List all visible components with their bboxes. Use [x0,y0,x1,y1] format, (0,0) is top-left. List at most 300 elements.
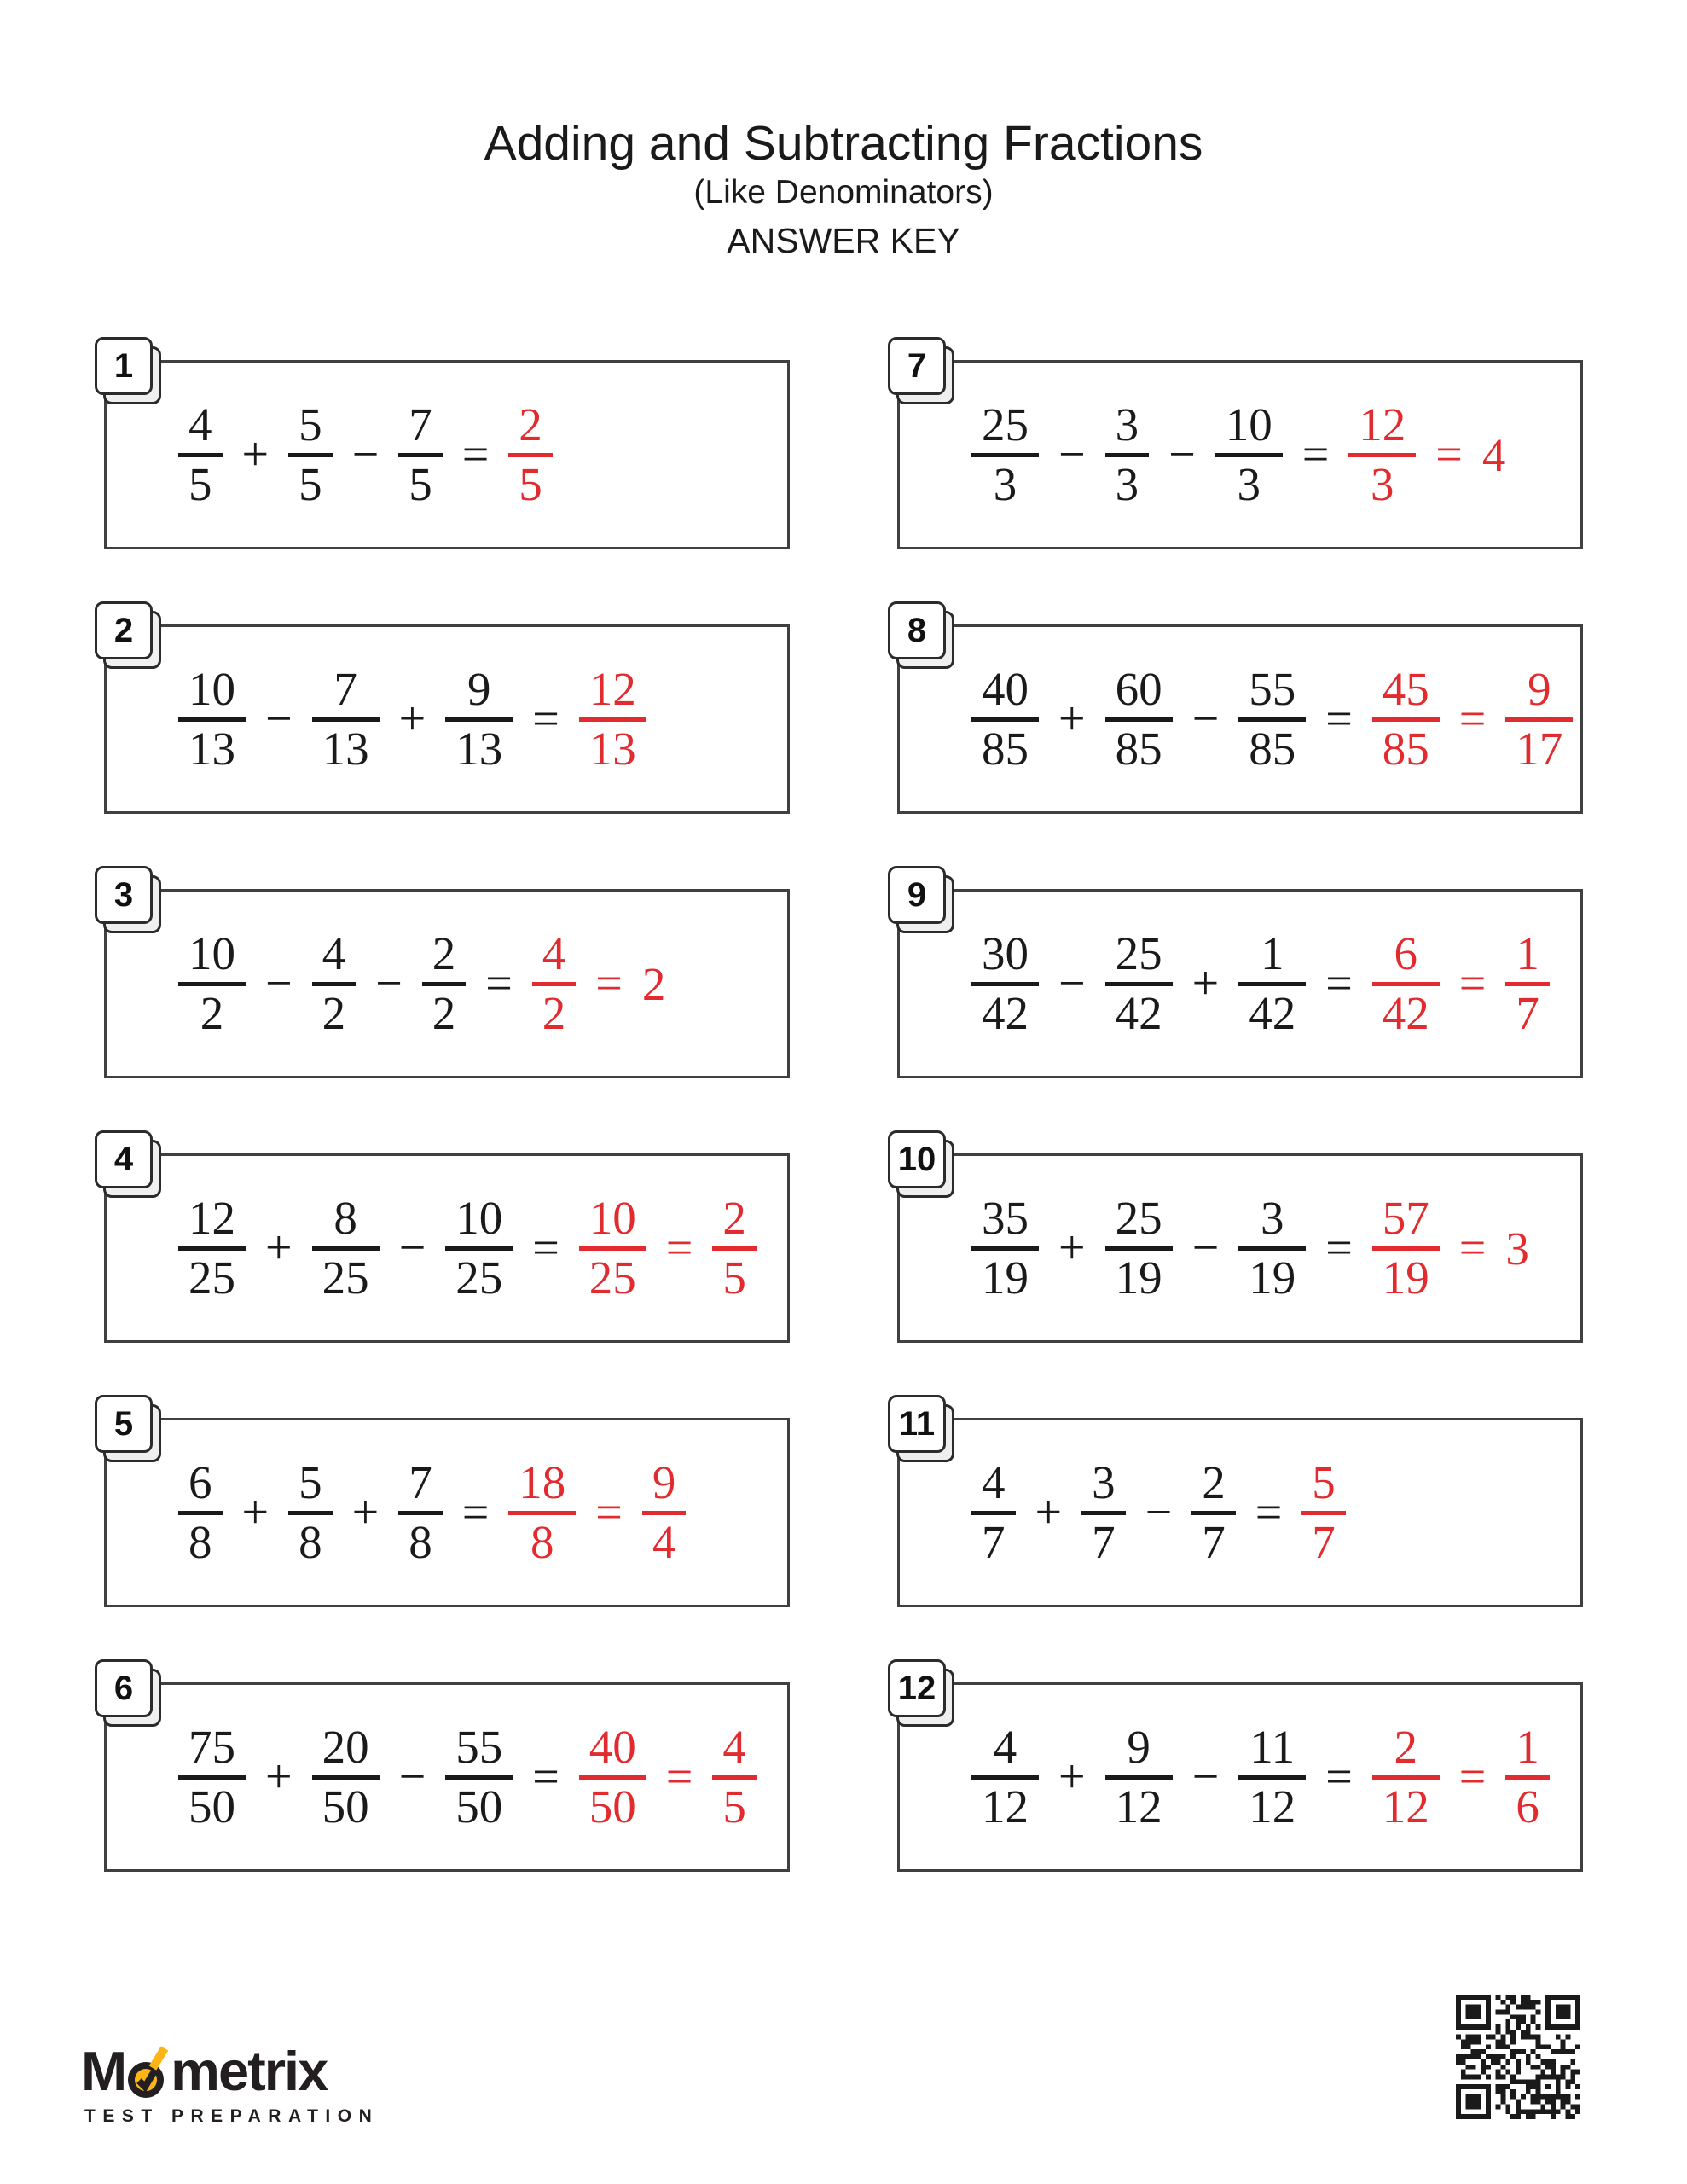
fraction-numerator: 60 [1115,663,1162,716]
fraction [1105,398,1150,510]
fraction [971,1192,1039,1304]
problem-card [897,1153,1583,1343]
tag-front-card [888,601,946,659]
fraction-bar [712,1775,757,1780]
fraction-denominator: 17 [1516,722,1563,775]
fraction-bar [1105,717,1173,722]
equation [178,627,646,811]
problem-box [897,1669,1583,1872]
answer-fraction [1505,1721,1550,1833]
fraction-numerator: 35 [982,1192,1029,1245]
fraction [1238,1192,1306,1304]
tag-front-card [95,1130,153,1188]
fraction [971,1456,1016,1568]
fraction-denominator: 13 [455,722,503,775]
equals-sign: = [1325,1222,1353,1275]
fraction-numerator: 12 [588,663,636,716]
operator-plus: + [1058,1751,1086,1804]
operator-minus: − [1058,428,1086,481]
fraction-denominator: 50 [322,1780,369,1833]
fraction [1105,927,1173,1039]
problem-card [897,1418,1583,1607]
fraction-bar [422,982,467,986]
problem-number: 1 [113,346,134,385]
operator-plus: + [1058,693,1086,746]
equation [971,1420,1346,1605]
equals-sign: = [595,1486,623,1539]
fraction-numerator: 1 [1516,927,1539,980]
answer-key-label: ANSWER KEY [727,220,960,260]
fraction-bar [178,1246,246,1251]
fraction-bar [178,1511,223,1515]
whole-number-result: 4 [1481,428,1506,481]
equals-sign: = [1325,1751,1353,1804]
fraction-numerator: 9 [467,663,491,716]
fraction-numerator: 25 [1115,1192,1162,1245]
equation [178,892,665,1076]
operator-plus: + [265,1751,293,1804]
fraction-bar [445,1775,513,1780]
tag-front-card [888,866,946,924]
fraction-bar [1238,717,1306,722]
fraction-denominator: 13 [322,722,369,775]
problem-number-tag [888,337,954,405]
fraction-numerator: 2 [1394,1721,1418,1774]
fraction-bar [971,982,1039,986]
tag-front-card [888,337,946,395]
fraction-bar [178,982,246,986]
fraction-denominator: 2 [432,986,456,1039]
operator-plus: + [1035,1486,1063,1539]
fraction-denominator: 5 [722,1251,746,1304]
fraction-bar [1238,1775,1306,1780]
operator-minus: − [265,693,293,746]
answer-fraction [508,398,553,510]
problem-box [104,1404,790,1607]
problem-card [897,624,1583,814]
answer-fraction [1505,927,1550,1039]
tag-front-card [888,1130,946,1188]
problem-number-tag [95,601,161,670]
fraction-denominator: 50 [188,1780,235,1833]
fraction-numerator: 7 [333,663,357,716]
fraction-denominator: 19 [982,1251,1029,1304]
worksheet-header [0,115,1687,264]
equals-sign: = [665,1222,693,1275]
fraction-numerator: 4 [722,1721,746,1774]
problem-number: 9 [907,875,927,914]
tag-front-card [95,866,153,924]
problem-number: 7 [907,346,927,385]
fraction-numerator: 10 [1225,398,1272,451]
equation [178,1685,757,1869]
fraction-bar [288,453,333,457]
fraction-numerator: 4 [993,1721,1017,1774]
fraction [1105,1721,1173,1833]
fraction-numerator: 10 [188,663,235,716]
problem-card [104,1153,790,1343]
equals-sign: = [532,1751,559,1804]
fraction-bar [1191,1511,1236,1515]
fraction [312,1192,380,1304]
fraction-numerator: 5 [299,398,322,451]
fraction [971,398,1039,510]
fraction-denominator: 19 [1249,1251,1296,1304]
answer-fraction [1372,1192,1440,1304]
fraction [445,1721,513,1833]
fraction [398,398,443,510]
logo-check-circle-icon [127,2046,170,2100]
fraction-bar [508,453,553,457]
fraction-numerator: 4 [542,927,566,980]
tag-front-card [95,337,153,395]
operator-minus: − [351,428,380,481]
answer-fraction [1372,927,1440,1039]
problem-number: 3 [113,875,134,914]
fraction-denominator: 7 [1092,1515,1116,1568]
logo-text-metrix: metrix [171,2040,328,2102]
fraction-bar [971,453,1039,457]
fraction [178,927,246,1039]
logo-text-m: M [81,2040,126,2102]
fraction-bar [1348,453,1416,457]
problem-number: 6 [113,1669,134,1707]
fraction-denominator: 7 [982,1515,1006,1568]
equals-sign: = [1458,693,1487,746]
fraction-denominator: 8 [409,1515,432,1568]
fraction-denominator: 85 [1115,722,1162,775]
fraction-bar [312,1246,380,1251]
tag-front-card [888,1659,946,1717]
operator-minus: − [1145,1486,1173,1539]
fraction-denominator: 85 [1249,722,1296,775]
fraction [1238,927,1306,1039]
fraction-bar [1215,453,1283,457]
fraction [1105,1192,1173,1304]
problem-card [897,889,1583,1078]
answer-fraction [1505,663,1573,775]
fraction-denominator: 3 [1115,457,1139,510]
fraction-numerator: 4 [982,1456,1006,1509]
equals-sign: = [1325,957,1353,1010]
fraction-numerator: 3 [1260,1192,1284,1245]
fraction-bar [1081,1511,1126,1515]
equals-sign: = [1458,957,1487,1010]
problem-card [897,1682,1583,1872]
fraction-bar [398,1511,443,1515]
problem-number-tag [95,1659,161,1728]
problem-box [897,346,1583,549]
fraction-numerator: 30 [982,927,1029,980]
tag-front-card [95,1395,153,1453]
equals-sign: = [1301,428,1330,481]
fraction [178,1456,223,1568]
fraction [445,663,513,775]
fraction-denominator: 50 [588,1780,636,1833]
equals-sign: = [665,1751,693,1804]
fraction-numerator: 6 [188,1456,212,1509]
fraction-denominator: 12 [982,1780,1029,1833]
fraction-bar [1505,717,1573,722]
fraction-numerator: 10 [588,1192,636,1245]
fraction-numerator: 10 [455,1192,503,1245]
fraction-numerator: 9 [1127,1721,1151,1774]
fraction-bar [971,1511,1016,1515]
problem-number-tag [95,866,161,934]
problem-number-tag [888,866,954,934]
problem-number: 12 [897,1669,936,1707]
fraction-numerator: 2 [1202,1456,1226,1509]
operator-plus: + [241,1486,270,1539]
problem-number: 8 [907,611,927,649]
fraction-denominator: 5 [299,457,322,510]
fraction-bar [971,1246,1039,1251]
fraction [971,663,1039,775]
operator-minus: − [375,957,403,1010]
problem-card [104,1418,790,1607]
fraction-denominator: 7 [1516,986,1539,1039]
page-subtitle: (Like Denominators) [693,174,994,212]
fraction-bar [508,1511,576,1515]
fraction [178,1721,246,1833]
fraction-denominator: 3 [993,457,1017,510]
problem-card [897,360,1583,549]
fraction-numerator: 12 [1359,398,1406,451]
fraction-numerator: 40 [982,663,1029,716]
answer-fraction [579,1721,646,1833]
operator-minus: − [1191,693,1220,746]
answer-fraction [712,1721,757,1833]
fraction-bar [312,982,357,986]
fraction-numerator: 7 [409,1456,432,1509]
fraction-numerator: 7 [409,398,432,451]
equals-sign: = [485,957,513,1010]
fraction-bar [1105,1775,1173,1780]
fraction-numerator: 5 [299,1456,322,1509]
problem-box [104,1669,790,1872]
fraction-denominator: 12 [1382,1780,1429,1833]
answer-fraction [1372,1721,1440,1833]
fraction [1081,1456,1126,1568]
fraction-bar [1372,1246,1440,1251]
equals-sign: = [595,957,623,1010]
fraction-bar [579,717,646,722]
mometrix-logo [81,2040,380,2127]
operator-minus: − [398,1751,426,1804]
fraction-denominator: 13 [188,722,235,775]
fraction [178,663,246,775]
operator-plus: + [241,428,270,481]
fraction-denominator: 12 [1249,1780,1296,1833]
answer-fraction [1301,1456,1346,1568]
answer-fraction [532,927,577,1039]
answer-fraction [1372,663,1440,775]
equals-sign: = [461,428,490,481]
fraction-numerator: 5 [1312,1456,1336,1509]
fraction-denominator: 42 [1115,986,1162,1039]
fraction-denominator: 3 [1237,457,1261,510]
fraction-numerator: 2 [519,398,542,451]
tag-front-card [95,1659,153,1717]
fraction-numerator: 3 [1092,1456,1116,1509]
fraction-denominator: 5 [722,1780,746,1833]
fraction-bar [178,453,223,457]
problem-box [897,875,1583,1078]
answer-fraction [642,1456,687,1568]
equation [971,1685,1550,1869]
fraction-numerator: 55 [1249,663,1296,716]
fraction-denominator: 3 [1371,457,1394,510]
fraction-numerator: 40 [588,1721,636,1774]
fraction-numerator: 18 [519,1456,566,1509]
operator-plus: + [1191,957,1220,1010]
fraction-numerator: 2 [432,927,456,980]
problem-box [104,346,790,549]
problem-card [104,889,790,1078]
fraction [312,927,357,1039]
fraction-bar [971,717,1039,722]
fraction-numerator: 55 [455,1721,503,1774]
fraction-denominator: 25 [188,1251,235,1304]
tag-front-card [888,1395,946,1453]
operator-plus: + [351,1486,380,1539]
equation [971,363,1505,547]
answer-fraction [712,1192,757,1304]
fraction [312,663,380,775]
problem-number-tag [95,1130,161,1199]
qr-code [1456,1995,1580,2119]
fraction-numerator: 6 [1394,927,1418,980]
fraction-denominator: 85 [982,722,1029,775]
page-title: Adding and Subtracting Fractions [484,116,1203,171]
fraction-numerator: 11 [1249,1721,1296,1774]
fraction-denominator: 25 [322,1251,369,1304]
fraction-bar [642,1511,687,1515]
equals-sign: = [1458,1222,1487,1275]
fraction-denominator: 4 [652,1515,676,1568]
problem-number-tag [95,1395,161,1463]
fraction-numerator: 4 [322,927,346,980]
answer-fraction [579,663,646,775]
fraction-denominator: 6 [1516,1780,1539,1833]
problem-number-tag [888,1659,954,1728]
fraction-denominator: 50 [455,1780,503,1833]
fraction-bar [1105,1246,1173,1251]
fraction-bar [1105,453,1150,457]
problem-box [897,611,1583,814]
operator-minus: − [398,1222,426,1275]
fraction-bar [178,717,246,722]
equation [178,1156,757,1340]
equation [971,1156,1529,1340]
fraction-denominator: 42 [982,986,1029,1039]
operator-minus: − [1058,957,1086,1010]
problem-box [897,1140,1583,1343]
fraction-bar [1372,717,1440,722]
fraction-bar [312,717,380,722]
fraction-denominator: 25 [588,1251,636,1304]
fraction-numerator: 1 [1516,1721,1539,1774]
fraction-bar [1505,982,1550,986]
fraction-denominator: 5 [188,457,212,510]
fraction-denominator: 19 [1382,1251,1429,1304]
problem-box [897,1404,1583,1607]
fraction-numerator: 45 [1382,663,1429,716]
problem-number-tag [888,1395,954,1463]
fraction-numerator: 20 [322,1721,369,1774]
fraction-bar [532,982,577,986]
fraction-denominator: 8 [530,1515,554,1568]
logo-wordmark [81,2040,379,2102]
fraction-denominator: 12 [1115,1780,1162,1833]
fraction-bar [1372,982,1440,986]
fraction-numerator: 10 [188,927,235,980]
problem-number: 4 [113,1140,134,1178]
fraction-bar [1238,1246,1306,1251]
fraction-denominator: 85 [1382,722,1429,775]
fraction-denominator: 42 [1249,986,1296,1039]
equation [178,1420,686,1605]
fraction-bar [445,1246,513,1251]
equation [178,363,553,547]
whole-number-result: 2 [641,957,666,1010]
fraction [1238,1721,1306,1833]
fraction-numerator: 9 [652,1456,676,1509]
fraction-numerator: 8 [333,1192,357,1245]
equals-sign: = [1458,1751,1487,1804]
fraction-numerator: 3 [1115,398,1139,451]
fraction-denominator: 7 [1202,1515,1226,1568]
problem-card [104,1682,790,1872]
equals-sign: = [461,1486,490,1539]
equation [971,627,1573,811]
fraction-numerator: 1 [1260,927,1284,980]
problem-card [104,624,790,814]
fraction [445,1192,513,1304]
fraction-numerator: 4 [188,398,212,451]
logo-tagline: TEST PREPARATION [84,2106,380,2126]
fraction-bar [1372,1775,1440,1780]
problem-card [104,360,790,549]
fraction-denominator: 2 [542,986,566,1039]
equals-sign: = [1255,1486,1283,1539]
operator-plus: + [265,1222,293,1275]
operator-minus: − [1191,1751,1220,1804]
fraction-bar [971,1775,1039,1780]
fraction [1238,663,1306,775]
problem-number-tag [888,1130,954,1199]
fraction [1105,663,1173,775]
fraction-bar [1238,982,1306,986]
fraction-bar [1105,982,1173,986]
tag-front-card [95,601,153,659]
fraction-denominator: 25 [455,1251,503,1304]
fraction [971,927,1039,1039]
fraction [288,1456,333,1568]
fraction-numerator: 75 [188,1721,235,1774]
fraction-bar [1301,1511,1346,1515]
fraction-denominator: 13 [588,722,636,775]
operator-plus: + [1058,1222,1086,1275]
fraction-denominator: 7 [1312,1515,1336,1568]
problem-number: 10 [897,1140,936,1178]
fraction [178,1192,246,1304]
fraction [288,398,333,510]
problem-number: 11 [898,1404,936,1443]
fraction [398,1456,443,1568]
fraction-bar [579,1775,646,1780]
operator-plus: + [398,693,426,746]
